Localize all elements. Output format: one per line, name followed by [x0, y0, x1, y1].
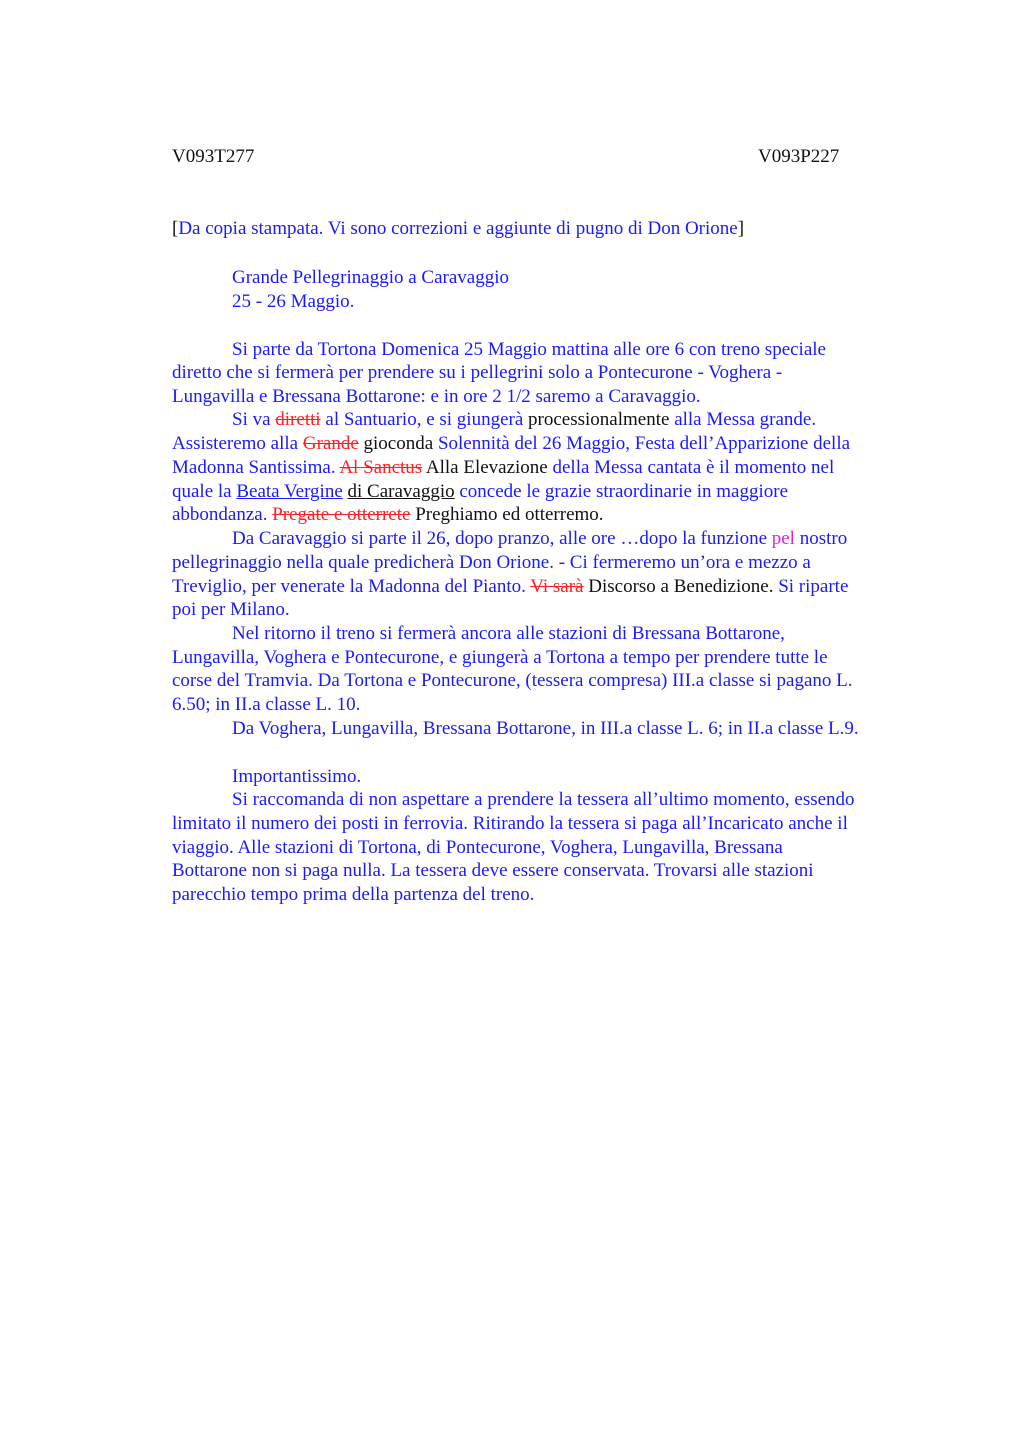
paragraph-2-line: quale la Beata Vergine di Caravaggio concede le grazie straordinarie in maggiore: [172, 481, 789, 502]
paragraph-1-line: diretto che si fermerà per prendere su i pellegrini solo a Pontecurone - Voghera -: [172, 362, 783, 383]
paragraph-5-line: Da Voghera, Lungavilla, Bressana Bottarone, in III.a classe L. 6; in II.a classe L.9.: [232, 718, 859, 739]
paragraph-2-line: Si va diretti al Santuario, e si giungerà processionalmente alla Messa grande.: [232, 409, 817, 430]
deleted-text: Grande: [302, 433, 359, 454]
deleted-text: Al Sanctus: [339, 457, 423, 478]
deleted-text: Pregate e otterrete: [272, 504, 411, 525]
paragraph-3-line: poi per Milano.: [172, 599, 290, 620]
paragraph-1-line: Lungavilla e Bressana Bottarone: e in ore 2 1/2 saremo a Caravaggio.: [172, 386, 701, 407]
paragraph-2-line: Assisteremo alla Grande gioconda Solennità del 26 Maggio, Festa dell’Apparizione della: [172, 433, 851, 454]
editorial-note: [Da copia stampata. Vi sono correzioni e aggiunte di pugno di Don Orione]: [172, 218, 745, 239]
document-reference-left: V093T277: [172, 146, 255, 167]
added-text: Preghiamo ed otterremo.: [410, 504, 604, 525]
paragraph-4-line: 6.50; in II.a classe L. 10.: [172, 694, 361, 715]
added-underlined-text: di Caravaggio: [347, 481, 455, 502]
deleted-text: Vi sarà: [530, 576, 584, 597]
paragraph-4-line: Nel ritorno il treno si fermerà ancora alle stazioni di Bressana Bottarone,: [232, 623, 785, 644]
title-line-1: Grande Pellegrinaggio a Caravaggio: [232, 267, 509, 288]
paragraph-3-line: pellegrinaggio nella quale predicherà Don Orione. - Ci fermeremo un’ora e mezzo a: [172, 552, 811, 573]
added-text: gioconda: [358, 433, 434, 454]
title-line-2: 25 - 26 Maggio.: [232, 291, 355, 312]
paragraph-4-line: Lungavilla, Voghera e Pontecurone, e giungerà a Tortona a tempo per prendere tutte le: [172, 647, 828, 668]
paragraph-6-line: limitato il numero dei posti in ferrovia. Ritirando la tessera si paga all’Incaricato anche il: [172, 813, 848, 834]
handwritten-addition: pel: [771, 528, 795, 549]
added-text: Alla Elevazione: [422, 457, 548, 478]
paragraph-3-line: Treviglio, per venerate la Madonna del Pianto. Vi sarà Discorso a Benedizione. Si riparte: [172, 576, 849, 597]
paragraph-6-line: parecchio tempo prima della partenza del treno.: [172, 884, 535, 905]
document-reference-right: V093P227: [758, 146, 840, 167]
paragraph-6-line: viaggio. Alle stazioni di Tortona, di Pontecurone, Voghera, Lungavilla, Bressana: [172, 837, 783, 858]
added-text: processionalmente: [528, 409, 670, 430]
underlined-text: Beata Vergine: [236, 481, 343, 502]
deleted-text: diretti: [275, 409, 321, 430]
paragraph-2-line: abbondanza. Pregate e otterrete Preghiamo ed otterremo.: [172, 504, 604, 525]
paragraph-3-line: Da Caravaggio si parte il 26, dopo pranzo, alle ore …dopo la funzione pel nostro: [232, 528, 848, 549]
paragraph-4-line: corse del Tramvia. Da Tortona e Pontecurone, (tessera compresa) III.a classe si pagano L.: [172, 670, 853, 691]
added-text: Discorso a Benedizione.: [583, 576, 774, 597]
paragraph-1-line: Si parte da Tortona Domenica 25 Maggio mattina alle ore 6 con treno speciale: [232, 339, 826, 360]
paragraph-6-line: Si raccomanda di non aspettare a prendere la tessera all’ultimo momento, essendo: [232, 789, 855, 810]
paragraph-2-line: Madonna Santissima. Al Sanctus Alla Elevazione della Messa cantata è il momento nel: [172, 457, 835, 478]
important-heading: Importantissimo.: [232, 766, 362, 787]
paragraph-6-line: Bottarone non si paga nulla. La tessera deve essere conservata. Trovarsi alle stazioni: [172, 860, 814, 881]
